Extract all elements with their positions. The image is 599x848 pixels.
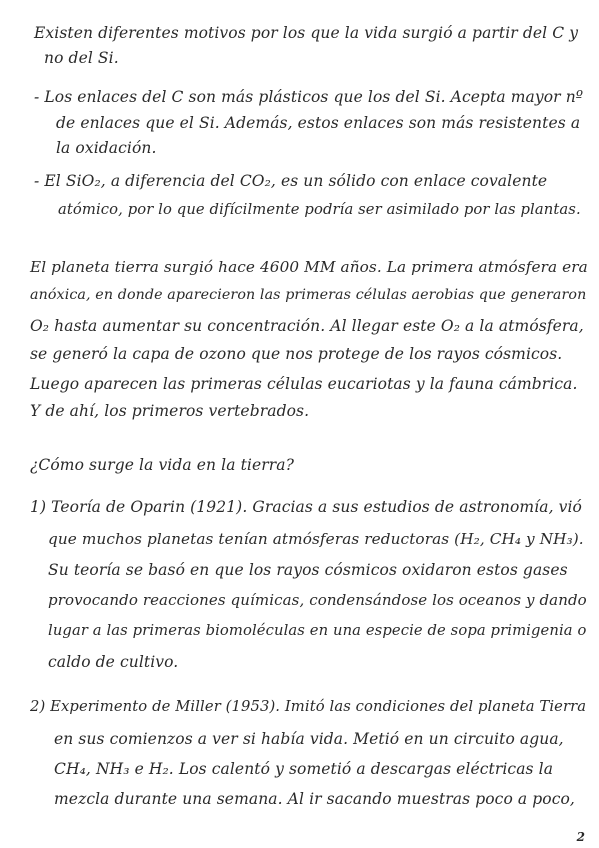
paragraph-line-4: se generó la capa de ozono que nos protege de los rayos cósmicos. (30, 345, 563, 363)
paragraph-line-5: Luego aparecen las primeras células eucariotas y la fauna cámbrica. (30, 375, 578, 393)
item1-line-3: Su teoría se basó en que los rayos cósmicos oxidaron estos gases (48, 561, 568, 579)
intro-line-2: no del Si. (44, 49, 119, 67)
item1-line-5: lugar a las primeras biomoléculas en una especie de sopa primigenia o (48, 622, 587, 639)
question-heading: ¿Cómo surge la vida en la tierra? (30, 456, 294, 474)
item2-line-4: mezcla durante una semana. Al ir sacando muestras poco a poco, (54, 790, 575, 808)
paragraph-line-6: Y de ahí, los primeros vertebrados. (30, 402, 310, 420)
paragraph-line-1: El planeta tierra surgió hace 4600 MM años. La primera atmósfera era (30, 258, 588, 276)
bullet1-line-3: la oxidación. (56, 139, 157, 157)
item2-line-2: en sus comienzos a ver si había vida. Metió en un circuito agua, (54, 730, 564, 748)
item1-line-1: 1) Teoría de Oparin (1921). Gracias a sus estudios de astronomía, vió (30, 498, 582, 516)
item1-line-6: caldo de cultivo. (48, 653, 179, 671)
bullet2-line-2: atómico, por lo que difícilmente podría ser asimilado por las plantas. (58, 201, 581, 218)
item2-line-3: CH₄, NH₃ e H₂. Los calentó y sometió a descargas eléctricas la (54, 760, 554, 778)
paragraph-line-3: O₂ hasta aumentar su concentración. Al llegar este O₂ a la atmósfera, (30, 317, 584, 335)
item2-line-1: 2) Experimento de Miller (1953). Imitó las condiciones del planeta Tierra (30, 698, 587, 715)
bullet1-line-1: - Los enlaces del C son más plásticos que los del Si. Acepta mayor nº (34, 88, 584, 106)
intro-line-1: Existen diferentes motivos por los que la vida surgió a partir del C y (34, 24, 579, 42)
item1-line-4: provocando reacciones químicas, condensándose los oceanos y dando (48, 591, 587, 609)
bullet2-line-1: - El SiO₂, a diferencia del CO₂, es un sólido con enlace covalente (34, 172, 548, 190)
paragraph-line-2: anóxica, en donde aparecieron las primeras células aerobias que generaron (30, 287, 587, 303)
page-number: 2 (576, 830, 585, 844)
bullet1-line-2: de enlaces que el Si. Además, estos enlaces son más resistentes a (56, 114, 581, 132)
item1-line-2: que muchos planetas tenían atmósferas reductoras (H₂, CH₄ y NH₃). (48, 530, 584, 548)
